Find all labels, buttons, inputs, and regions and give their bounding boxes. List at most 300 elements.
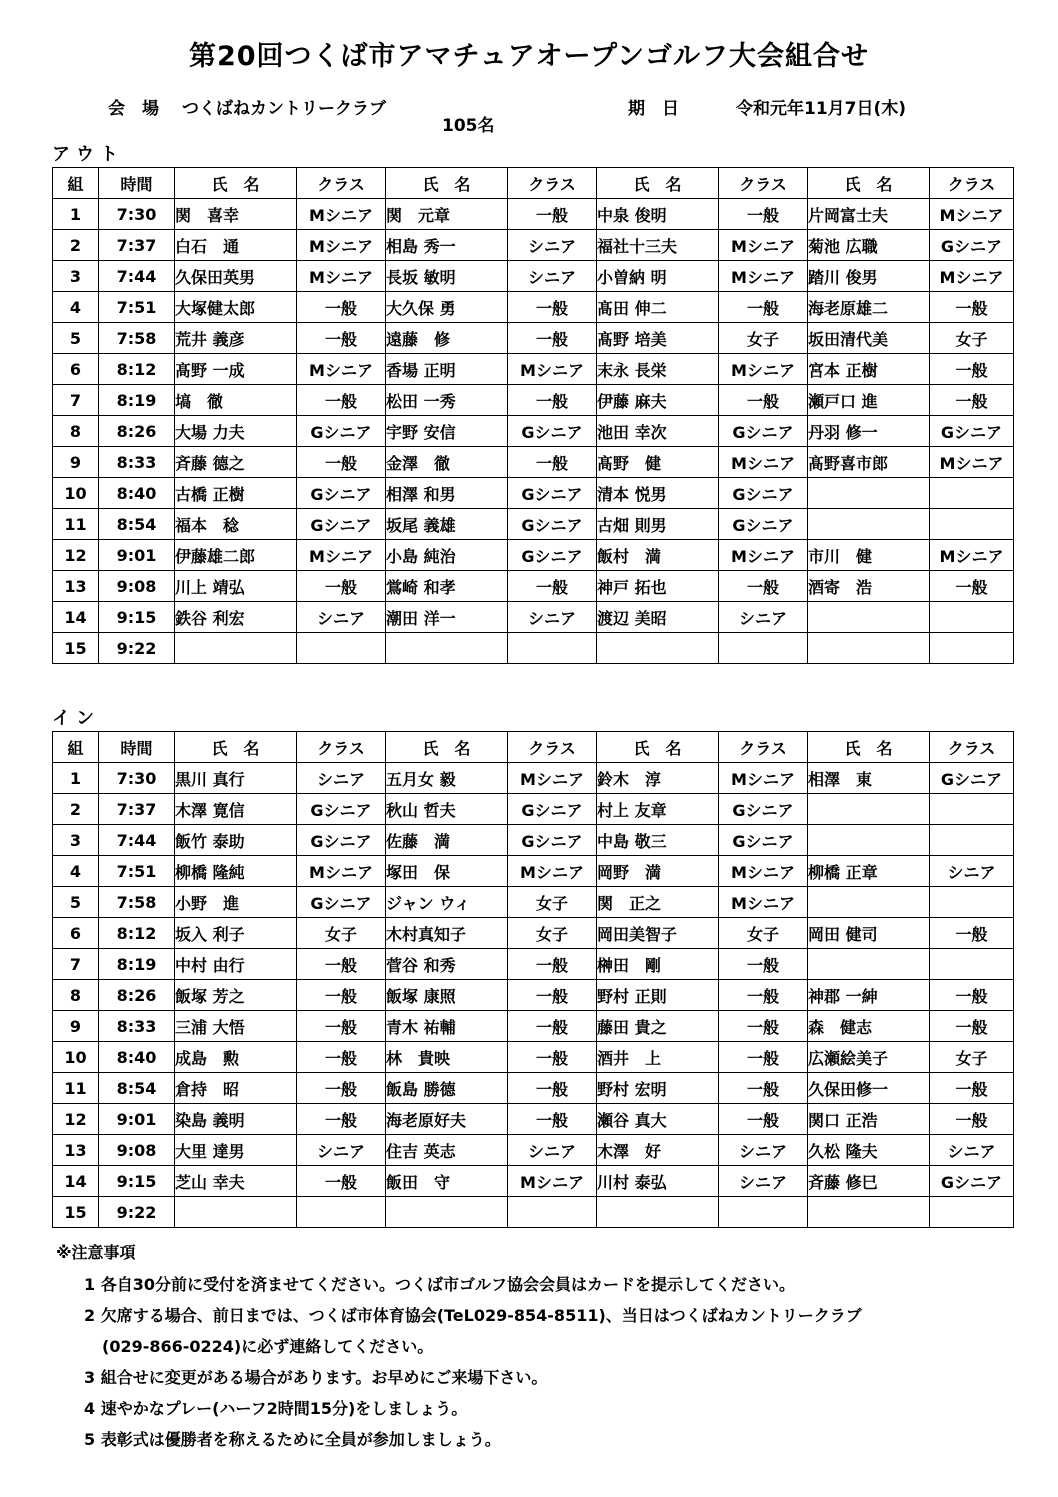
player-class: Gシニア [719,509,808,540]
player-name: 髙野 健 [597,447,719,478]
notes [56,1240,862,1455]
column-header: クラス [930,732,1014,763]
player-class: Gシニア [297,478,386,509]
player-name: 小曽納 明 [597,261,719,292]
player-class: シニア [719,602,808,633]
player-class: Gシニア [930,1166,1014,1197]
player-name: 末永 長栄 [597,354,719,385]
player-name: 木澤 寛信 [175,794,297,825]
player-name: 中泉 俊明 [597,199,719,230]
player-class: 一般 [719,1073,808,1104]
player-class [930,1197,1014,1228]
player-class [930,602,1014,633]
player-name: 斉藤 德之 [175,447,297,478]
player-class: 一般 [508,980,597,1011]
tee-time: 8:19 [99,385,175,416]
player-class: 一般 [508,447,597,478]
section-out-label: アウト [52,144,124,165]
group-number: 1 [53,199,99,230]
tee-time: 8:19 [99,949,175,980]
player-name: 飯竹 泰助 [175,825,297,856]
tee-time: 8:26 [99,980,175,1011]
player-name: 野村 宏明 [597,1073,719,1104]
player-name: 瀬戸口 進 [808,385,930,416]
player-name: 関 正之 [597,887,719,918]
player-name: 村上 友章 [597,794,719,825]
player-class: Mシニア [719,540,808,571]
player-name: 住吉 英志 [386,1135,508,1166]
player-name: 坂入 利子 [175,918,297,949]
player-name: 岡野 満 [597,856,719,887]
player-name: 坂田清代美 [808,323,930,354]
player-class: Gシニア [508,794,597,825]
player-class [930,825,1014,856]
player-class: 一般 [508,1011,597,1042]
player-name [808,633,930,664]
player-name: 渡辺 美昭 [597,602,719,633]
player-class: 一般 [297,949,386,980]
player-name: 香場 正明 [386,354,508,385]
column-header: クラス [719,168,808,199]
player-class: 一般 [930,1073,1014,1104]
player-name: ジャン ウィ [386,887,508,918]
player-name: 伊藤雄二郎 [175,540,297,571]
tee-time: 8:54 [99,1073,175,1104]
player-class [508,633,597,664]
player-class [930,509,1014,540]
player-class [930,794,1014,825]
group-number: 15 [53,633,99,664]
tee-time: 8:40 [99,478,175,509]
tee-time: 8:33 [99,447,175,478]
group-number: 6 [53,918,99,949]
note-item: 4 速やかなプレー(ハーフ2時間15分)をしましょう。 [84,1399,468,1418]
player-name: 森 健志 [808,1011,930,1042]
column-header: 氏 名 [386,168,508,199]
player-name: 飯田 守 [386,1166,508,1197]
player-class: シニア [719,1166,808,1197]
player-class: 一般 [719,1104,808,1135]
player-class: Mシニア [719,261,808,292]
group-number: 12 [53,1104,99,1135]
player-name: 中村 由行 [175,949,297,980]
player-name: 久保田修一 [808,1073,930,1104]
notes-heading: ※注意事項 [56,1243,136,1262]
player-class: シニア [297,763,386,794]
player-class: 女子 [508,887,597,918]
player-class: Mシニア [508,354,597,385]
tee-time: 8:12 [99,918,175,949]
header-row [53,732,1014,763]
player-class: 一般 [297,385,386,416]
player-name: 相島 秀一 [386,230,508,261]
table-row [53,602,1014,633]
player-class: Gシニア [297,509,386,540]
player-name: 広瀬絵美子 [808,1042,930,1073]
player-name [175,1197,297,1228]
group-number: 6 [53,354,99,385]
group-number: 2 [53,230,99,261]
player-name [808,602,930,633]
player-class [930,478,1014,509]
player-class: 一般 [508,385,597,416]
player-class: 一般 [297,292,386,323]
table-row [53,509,1014,540]
table-row [53,763,1014,794]
group-number: 10 [53,1042,99,1073]
player-class: Gシニア [930,416,1014,447]
column-header: 組 [53,732,99,763]
player-class: Gシニア [508,540,597,571]
tee-time: 7:44 [99,825,175,856]
column-header: 時間 [99,732,175,763]
column-header: 氏 名 [808,732,930,763]
player-name: 片岡富士夫 [808,199,930,230]
group-number: 8 [53,416,99,447]
player-class: 一般 [719,292,808,323]
player-name: 藤田 貴之 [597,1011,719,1042]
player-name: 川上 靖弘 [175,571,297,602]
player-name: 木村真知子 [386,918,508,949]
event-date: 令和元年11月7日(木) [736,99,907,119]
player-name: 松田 一秀 [386,385,508,416]
group-number: 7 [53,385,99,416]
player-class: Mシニア [719,230,808,261]
player-class: 一般 [719,1011,808,1042]
player-name: 黒川 真行 [175,763,297,794]
player-name: 中島 敬三 [597,825,719,856]
player-name: 塚田 保 [386,856,508,887]
table-row [53,1166,1014,1197]
player-class [297,1197,386,1228]
player-class: 一般 [508,199,597,230]
player-name: 海老原好夫 [386,1104,508,1135]
column-header: クラス [297,732,386,763]
table-row [53,887,1014,918]
table-row [53,1104,1014,1135]
player-class: Mシニア [297,199,386,230]
player-class: Mシニア [719,856,808,887]
player-class: 一般 [719,385,808,416]
player-class: Mシニア [719,887,808,918]
tee-time: 8:12 [99,354,175,385]
section-in-label: イン [52,708,100,729]
tee-time: 7:51 [99,856,175,887]
group-number: 3 [53,261,99,292]
player-class: Mシニア [297,354,386,385]
player-name: 大場 力夫 [175,416,297,447]
player-name: 伊藤 麻夫 [597,385,719,416]
group-number: 10 [53,478,99,509]
player-class: Gシニア [930,763,1014,794]
player-name [808,825,930,856]
player-name: 青木 祐輔 [386,1011,508,1042]
table-row [53,980,1014,1011]
player-class: 一般 [508,292,597,323]
tee-time: 9:01 [99,540,175,571]
column-header: クラス [508,168,597,199]
tee-time: 8:26 [99,416,175,447]
player-name: 市川 健 [808,540,930,571]
group-number: 11 [53,509,99,540]
player-class [930,633,1014,664]
player-name: 秋山 哲夫 [386,794,508,825]
group-number: 14 [53,602,99,633]
venue-name: つくばねカントリークラブ [182,99,386,119]
player-class: Mシニア [297,261,386,292]
player-name: 岡田美智子 [597,918,719,949]
in-pairings-table [52,731,1014,1228]
player-name: 飯塚 芳之 [175,980,297,1011]
group-number: 1 [53,763,99,794]
player-name: 池田 幸次 [597,416,719,447]
date-label: 期 日 [628,99,679,119]
player-class [508,1197,597,1228]
player-class: Gシニア [297,887,386,918]
player-class: 一般 [297,1073,386,1104]
player-name: 潮田 洋一 [386,602,508,633]
player-class: シニア [508,230,597,261]
player-name: 髙野 培美 [597,323,719,354]
player-class: Gシニア [297,825,386,856]
player-name: 神戸 拓也 [597,571,719,602]
player-name: 染島 義明 [175,1104,297,1135]
player-class: 一般 [508,1042,597,1073]
player-class: 女子 [930,1042,1014,1073]
player-name: 榊田 剛 [597,949,719,980]
table-row [53,825,1014,856]
player-name: 瀬谷 真大 [597,1104,719,1135]
player-class: 一般 [930,918,1014,949]
table-row [53,416,1014,447]
group-number: 13 [53,571,99,602]
column-header: 時間 [99,168,175,199]
player-name [597,633,719,664]
player-class: シニア [719,1135,808,1166]
table-row [53,230,1014,261]
player-class: 一般 [508,949,597,980]
player-class: Mシニア [508,856,597,887]
player-class: 一般 [719,199,808,230]
table-row [53,1135,1014,1166]
table-row [53,794,1014,825]
player-class: Mシニア [508,1166,597,1197]
player-class: 一般 [297,1011,386,1042]
tee-time: 9:08 [99,1135,175,1166]
player-class: 女子 [719,918,808,949]
player-name: 丹羽 修一 [808,416,930,447]
player-name: 相澤 東 [808,763,930,794]
player-name: 佐藤 満 [386,825,508,856]
player-class: Gシニア [508,416,597,447]
group-number: 14 [53,1166,99,1197]
player-class: Gシニア [719,478,808,509]
group-number: 11 [53,1073,99,1104]
player-name: 荒井 義彦 [175,323,297,354]
table-row [53,1042,1014,1073]
player-name: 久保田英男 [175,261,297,292]
player-name [175,633,297,664]
player-name: 五月女 毅 [386,763,508,794]
player-name: 酒寄 浩 [808,571,930,602]
player-class: Gシニア [297,794,386,825]
player-name: 坂尾 義雄 [386,509,508,540]
player-class: 一般 [930,292,1014,323]
table-row [53,1197,1014,1228]
player-name: 久松 隆夫 [808,1135,930,1166]
player-name: 遠藤 修 [386,323,508,354]
player-class: 一般 [297,980,386,1011]
player-name [808,509,930,540]
player-class: 一般 [719,571,808,602]
player-class: 一般 [930,571,1014,602]
player-name: 古畑 則男 [597,509,719,540]
tee-time: 9:15 [99,602,175,633]
tee-time: 8:33 [99,1011,175,1042]
player-name: 林 貴映 [386,1042,508,1073]
table-row [53,385,1014,416]
tee-time: 7:37 [99,230,175,261]
tee-time: 7:30 [99,763,175,794]
player-class: 一般 [297,1042,386,1073]
player-class: Gシニア [719,825,808,856]
player-name: 福本 稔 [175,509,297,540]
player-class: Gシニア [719,794,808,825]
player-name [386,1197,508,1228]
player-name: 宮本 正樹 [808,354,930,385]
table-row [53,354,1014,385]
group-number: 5 [53,323,99,354]
table-row [53,949,1014,980]
table-row [53,633,1014,664]
column-header: クラス [297,168,386,199]
player-name: 飯島 勝德 [386,1073,508,1104]
note-item: 1 各自30分前に受付を済ませてください。つくば市ゴルフ協会会員はカードを提示してください。 [84,1275,795,1294]
player-class: Gシニア [508,509,597,540]
table-row [53,199,1014,230]
player-name: 鈴木 淳 [597,763,719,794]
column-header: 氏 名 [386,732,508,763]
table-row [53,447,1014,478]
table-row [53,540,1014,571]
column-header: 組 [53,168,99,199]
player-class: Mシニア [930,199,1014,230]
player-name: 長坂 敏明 [386,261,508,292]
page-title: 第20回つくば市アマチュアオープンゴルフ大会組合せ [188,41,870,72]
player-class: Mシニア [930,261,1014,292]
group-number: 9 [53,447,99,478]
player-class [297,633,386,664]
tee-time: 7:58 [99,887,175,918]
player-class: 一般 [930,980,1014,1011]
player-name: 飯村 満 [597,540,719,571]
table-row [53,292,1014,323]
player-class: Mシニア [930,540,1014,571]
player-name: 神郡 一紳 [808,980,930,1011]
player-class [719,1197,808,1228]
player-class: 一般 [297,447,386,478]
player-name: 大里 達男 [175,1135,297,1166]
player-name: 木澤 好 [597,1135,719,1166]
player-class: Gシニア [719,416,808,447]
column-header: クラス [719,732,808,763]
venue-label: 会 場 [108,99,159,119]
column-header: 氏 名 [175,732,297,763]
player-name: 成島 勲 [175,1042,297,1073]
player-class: 一般 [719,980,808,1011]
player-name: 菊池 広職 [808,230,930,261]
tee-time: 7:30 [99,199,175,230]
player-name: 金澤 徹 [386,447,508,478]
tee-time: 9:08 [99,571,175,602]
out-pairings-table [52,167,1014,664]
group-number: 9 [53,1011,99,1042]
group-number: 7 [53,949,99,980]
player-name: 海老原雄二 [808,292,930,323]
player-class: Gシニア [508,478,597,509]
table-row [53,323,1014,354]
player-name: 白石 通 [175,230,297,261]
player-name: 酒井 上 [597,1042,719,1073]
player-class: 一般 [930,1104,1014,1135]
table-row [53,856,1014,887]
player-name: 小島 純治 [386,540,508,571]
group-number: 8 [53,980,99,1011]
player-class: Mシニア [297,540,386,571]
tee-time: 9:01 [99,1104,175,1135]
tee-time: 9:22 [99,1197,175,1228]
player-class: 一般 [508,323,597,354]
group-number: 3 [53,825,99,856]
player-class: シニア [297,1135,386,1166]
group-number: 15 [53,1197,99,1228]
player-class: シニア [508,1135,597,1166]
group-number: 13 [53,1135,99,1166]
player-name: 柳橋 隆純 [175,856,297,887]
note-item: 3 組合せに変更がある場合があります。お早めにご来場下さい。 [84,1368,548,1387]
player-class: Mシニア [719,354,808,385]
column-header: クラス [508,732,597,763]
player-class: 一般 [930,385,1014,416]
player-name: 関口 正浩 [808,1104,930,1135]
player-class: シニア [508,602,597,633]
player-class: Mシニア [930,447,1014,478]
player-class: 一般 [930,1011,1014,1042]
group-number: 4 [53,856,99,887]
player-name: 相澤 和男 [386,478,508,509]
player-class: 女子 [508,918,597,949]
player-name: 斉藤 修巳 [808,1166,930,1197]
tee-time: 8:54 [99,509,175,540]
table-row [53,1011,1014,1042]
player-name: 川村 泰弘 [597,1166,719,1197]
player-name: 小野 進 [175,887,297,918]
note-item: (029-866-0224)に必ず連絡してください。 [102,1337,434,1356]
player-class: 一般 [719,1042,808,1073]
player-name [386,633,508,664]
player-class [930,887,1014,918]
player-class: シニア [930,1135,1014,1166]
player-class: 女子 [719,323,808,354]
player-name [808,478,930,509]
player-class: シニア [297,602,386,633]
player-name: 関 喜幸 [175,199,297,230]
player-name [808,1197,930,1228]
player-class: Mシニア [297,230,386,261]
player-class: 一般 [297,323,386,354]
player-class [719,633,808,664]
player-name [597,1197,719,1228]
